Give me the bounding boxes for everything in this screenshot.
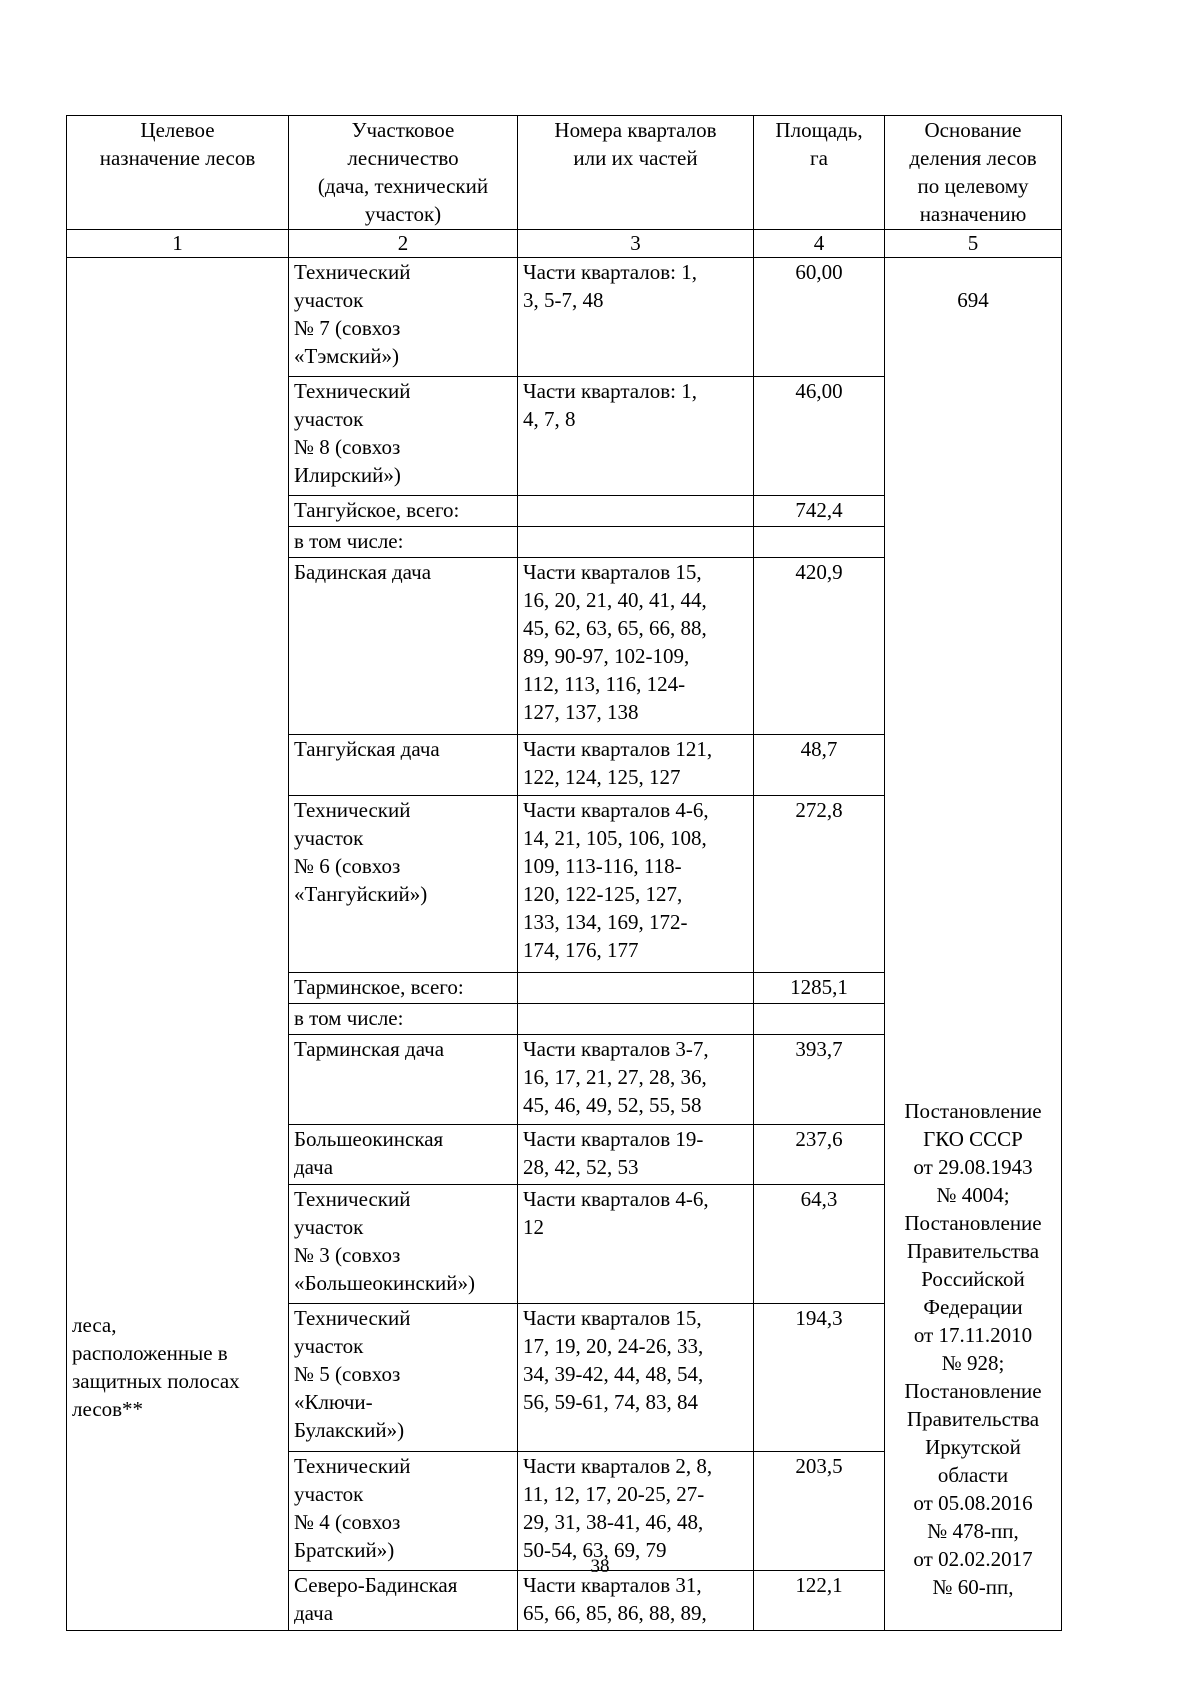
forestry-cell: Тангуйское, всего: <box>289 495 518 526</box>
area-cell: 122,1 <box>754 1570 885 1631</box>
quarters-cell: Части кварталов 15, 16, 20, 21, 40, 41, 44, 45, 62, 63, 65, 66, 88, 89, 90-97, 102-109, 112, 113, 116, 124- 127, 137, 138 <box>518 558 754 735</box>
quarters-cell <box>518 972 754 1003</box>
forestry-cell: в том числе: <box>289 526 518 557</box>
quarters-cell <box>518 526 754 557</box>
forestry-cell: Тарминское, всего: <box>289 972 518 1003</box>
area-cell: 1285,1 <box>754 972 885 1003</box>
table-header-row <box>67 116 1062 230</box>
header-forestry: Участковое лесничество (дача, технический участок) <box>289 116 518 230</box>
area-cell <box>754 526 885 557</box>
purpose-text: леса, расположенные в защитных полосах лесов** <box>72 1313 240 1421</box>
area-cell: 742,4 <box>754 495 885 526</box>
header-basis: Основание деления лесов по целевому назначению <box>885 116 1062 230</box>
quarters-cell: Части кварталов 19- 28, 42, 52, 53 <box>518 1124 754 1184</box>
quarters-cell: Части кварталов: 1, 4, 7, 8 <box>518 376 754 495</box>
basis-cell <box>885 258 1062 1631</box>
forest-purpose-table <box>66 115 1062 1631</box>
area-cell: 46,00 <box>754 376 885 495</box>
table-body <box>67 258 1062 1631</box>
page-number: 38 <box>590 1556 610 1577</box>
table-row <box>67 258 1062 377</box>
forestry-cell: Технический участок № 6 (совхоз «Тангуйский») <box>289 795 518 972</box>
area-cell: 48,7 <box>754 735 885 795</box>
header-area: Площадь, га <box>754 116 885 230</box>
forestry-cell: Технический участок № 7 (совхоз «Тэмский») <box>289 258 518 377</box>
quarters-cell: Части кварталов 2, 8, 11, 12, 17, 20-25, 27- 29, 31, 38-41, 46, 48, 50-54, 63, 69, 79 <box>518 1451 754 1570</box>
column-number: 2 <box>289 230 518 258</box>
area-cell: 60,00 <box>754 258 885 377</box>
quarters-cell <box>518 1003 754 1034</box>
forestry-cell: Технический участок № 5 (совхоз «Ключи- Булакский») <box>289 1303 518 1451</box>
header-quarters: Номера кварталов или их частей <box>518 116 754 230</box>
forestry-cell: Технический участок № 3 (совхоз «Большеокинский») <box>289 1185 518 1304</box>
forestry-cell: Тарминская дача <box>289 1035 518 1125</box>
forestry-cell: Технический участок № 4 (совхоз Братский») <box>289 1451 518 1570</box>
quarters-cell: Части кварталов 3-7, 16, 17, 21, 27, 28, 36, 45, 46, 49, 52, 55, 58 <box>518 1035 754 1125</box>
forestry-cell: Большеокинская дача <box>289 1124 518 1184</box>
area-cell: 237,6 <box>754 1124 885 1184</box>
area-cell: 64,3 <box>754 1185 885 1304</box>
area-cell <box>754 1003 885 1034</box>
quarters-cell: Части кварталов: 1, 3, 5-7, 48 <box>518 258 754 377</box>
area-cell: 420,9 <box>754 558 885 735</box>
basis-text: Постановление ГКО СССР от 29.08.1943 № 4004; Постановление Правительства Российской Федерации от 17.11.2010 № 928; Постановление Правительства Иркутской области от 05.08.2016 № 478-пп, от 02.02.2017 № 60-пп, <box>904 1099 1042 1599</box>
area-cell: 203,5 <box>754 1451 885 1570</box>
column-number: 3 <box>518 230 754 258</box>
header-purpose: Целевое назначение лесов <box>67 116 289 230</box>
area-cell: 393,7 <box>754 1035 885 1125</box>
purpose-cell <box>67 258 289 1631</box>
forestry-cell: в том числе: <box>289 1003 518 1034</box>
forestry-cell: Тангуйская дача <box>289 735 518 795</box>
area-cell: 272,8 <box>754 795 885 972</box>
quarters-cell: Части кварталов 31, 65, 66, 85, 86, 88, 89, <box>518 1570 754 1631</box>
column-number: 1 <box>67 230 289 258</box>
forestry-cell: Бадинская дача <box>289 558 518 735</box>
area-cell: 194,3 <box>754 1303 885 1451</box>
column-number-row <box>67 230 1062 258</box>
quarters-cell: Части кварталов 15, 17, 19, 20, 24-26, 33, 34, 39-42, 44, 48, 54, 56, 59-61, 74, 83, 84 <box>518 1303 754 1451</box>
quarters-cell <box>518 495 754 526</box>
column-number: 4 <box>754 230 885 258</box>
column-number: 5 <box>885 230 1062 258</box>
quarters-cell: Части кварталов 121, 122, 124, 125, 127 <box>518 735 754 795</box>
forestry-cell: Северо-Бадинская дача <box>289 1570 518 1631</box>
quarters-cell: Части кварталов 4-6, 12 <box>518 1185 754 1304</box>
forestry-cell: Технический участок № 8 (совхоз Илирский») <box>289 376 518 495</box>
basis-code: 694 <box>957 288 989 312</box>
quarters-cell: Части кварталов 4-6, 14, 21, 105, 106, 108, 109, 113-116, 118- 120, 122-125, 127, 133, 134, 169, 172- 174, 176, 177 <box>518 795 754 972</box>
